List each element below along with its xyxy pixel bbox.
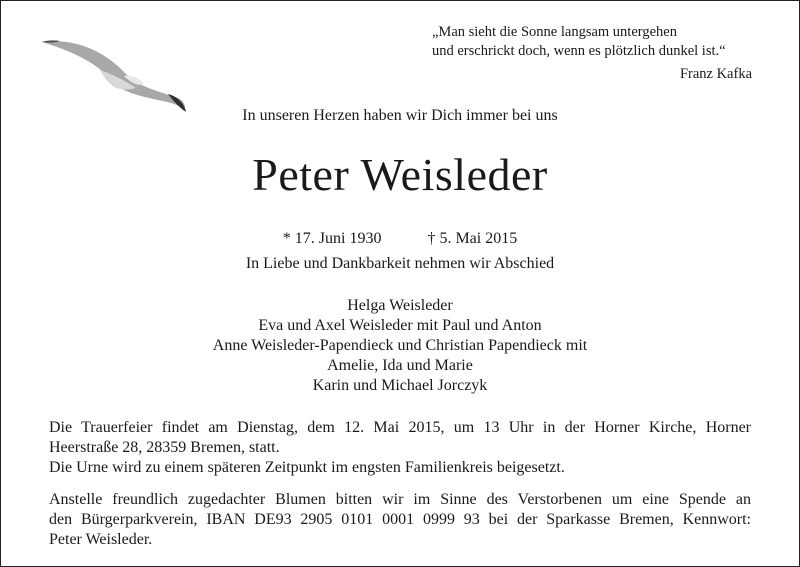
mourners-list [0, 296, 800, 396]
donation-line: den Bürgerparkverein, IBAN DE93 2905 0101 0001 0999 93 bei der Sparkasse Bremen, Kennwort: [49, 511, 751, 528]
funeral-line: Die Urne wird zu einem späteren Zeitpunkt im engsten Familienkreis beigesetzt. [49, 459, 565, 476]
motto: In unseren Herzen haben wir Dich immer bei uns [242, 107, 558, 124]
funeral-line: Heerstraße 28, 28359 Bremen, statt. [49, 439, 280, 456]
donation-line: Anstelle freundlich zugedachter Blumen bitten wir im Sinne des Verstorbenen um eine Spende an [49, 491, 751, 508]
quote-line: „Man sieht die Sonne langsam untergehen [432, 24, 677, 40]
farewell-line: In Liebe und Dankbarkeit nehmen wir Abschied [245, 255, 555, 272]
funeral-line: Die Trauerfeier findet am Dienstag, dem 12. Mai 2015, um 13 Uhr in der Horner Kirche, Horner [49, 419, 751, 436]
mourner-line: Karin und Michael Jorczyk [312, 377, 488, 394]
mourner-line: Eva und Axel Weisleder mit Paul und Anton [258, 317, 542, 334]
funeral-info [49, 418, 751, 478]
mourner-line: Amelie, Ida und Marie [327, 357, 473, 374]
death-date: † 5. Mai 2015 [427, 230, 518, 247]
deceased-name: Peter Weisleder [252, 149, 548, 200]
donation-line: Peter Weisleder. [49, 531, 153, 548]
mourner-line: Helga Weisleder [347, 297, 453, 314]
life-dates [0, 230, 800, 248]
quote-author: Franz Kafka [679, 66, 752, 82]
quote-block [432, 23, 752, 84]
mourner-line: Anne Weisleder-Papendieck und Christian Papendieck mit [212, 337, 588, 354]
seagull-icon [40, 30, 190, 115]
birth-date: * 17. Juni 1930 [282, 230, 382, 247]
donation-info [49, 490, 751, 550]
quote-line: und erschrickt doch, wenn es plötzlich dunkel ist.“ [432, 42, 726, 59]
